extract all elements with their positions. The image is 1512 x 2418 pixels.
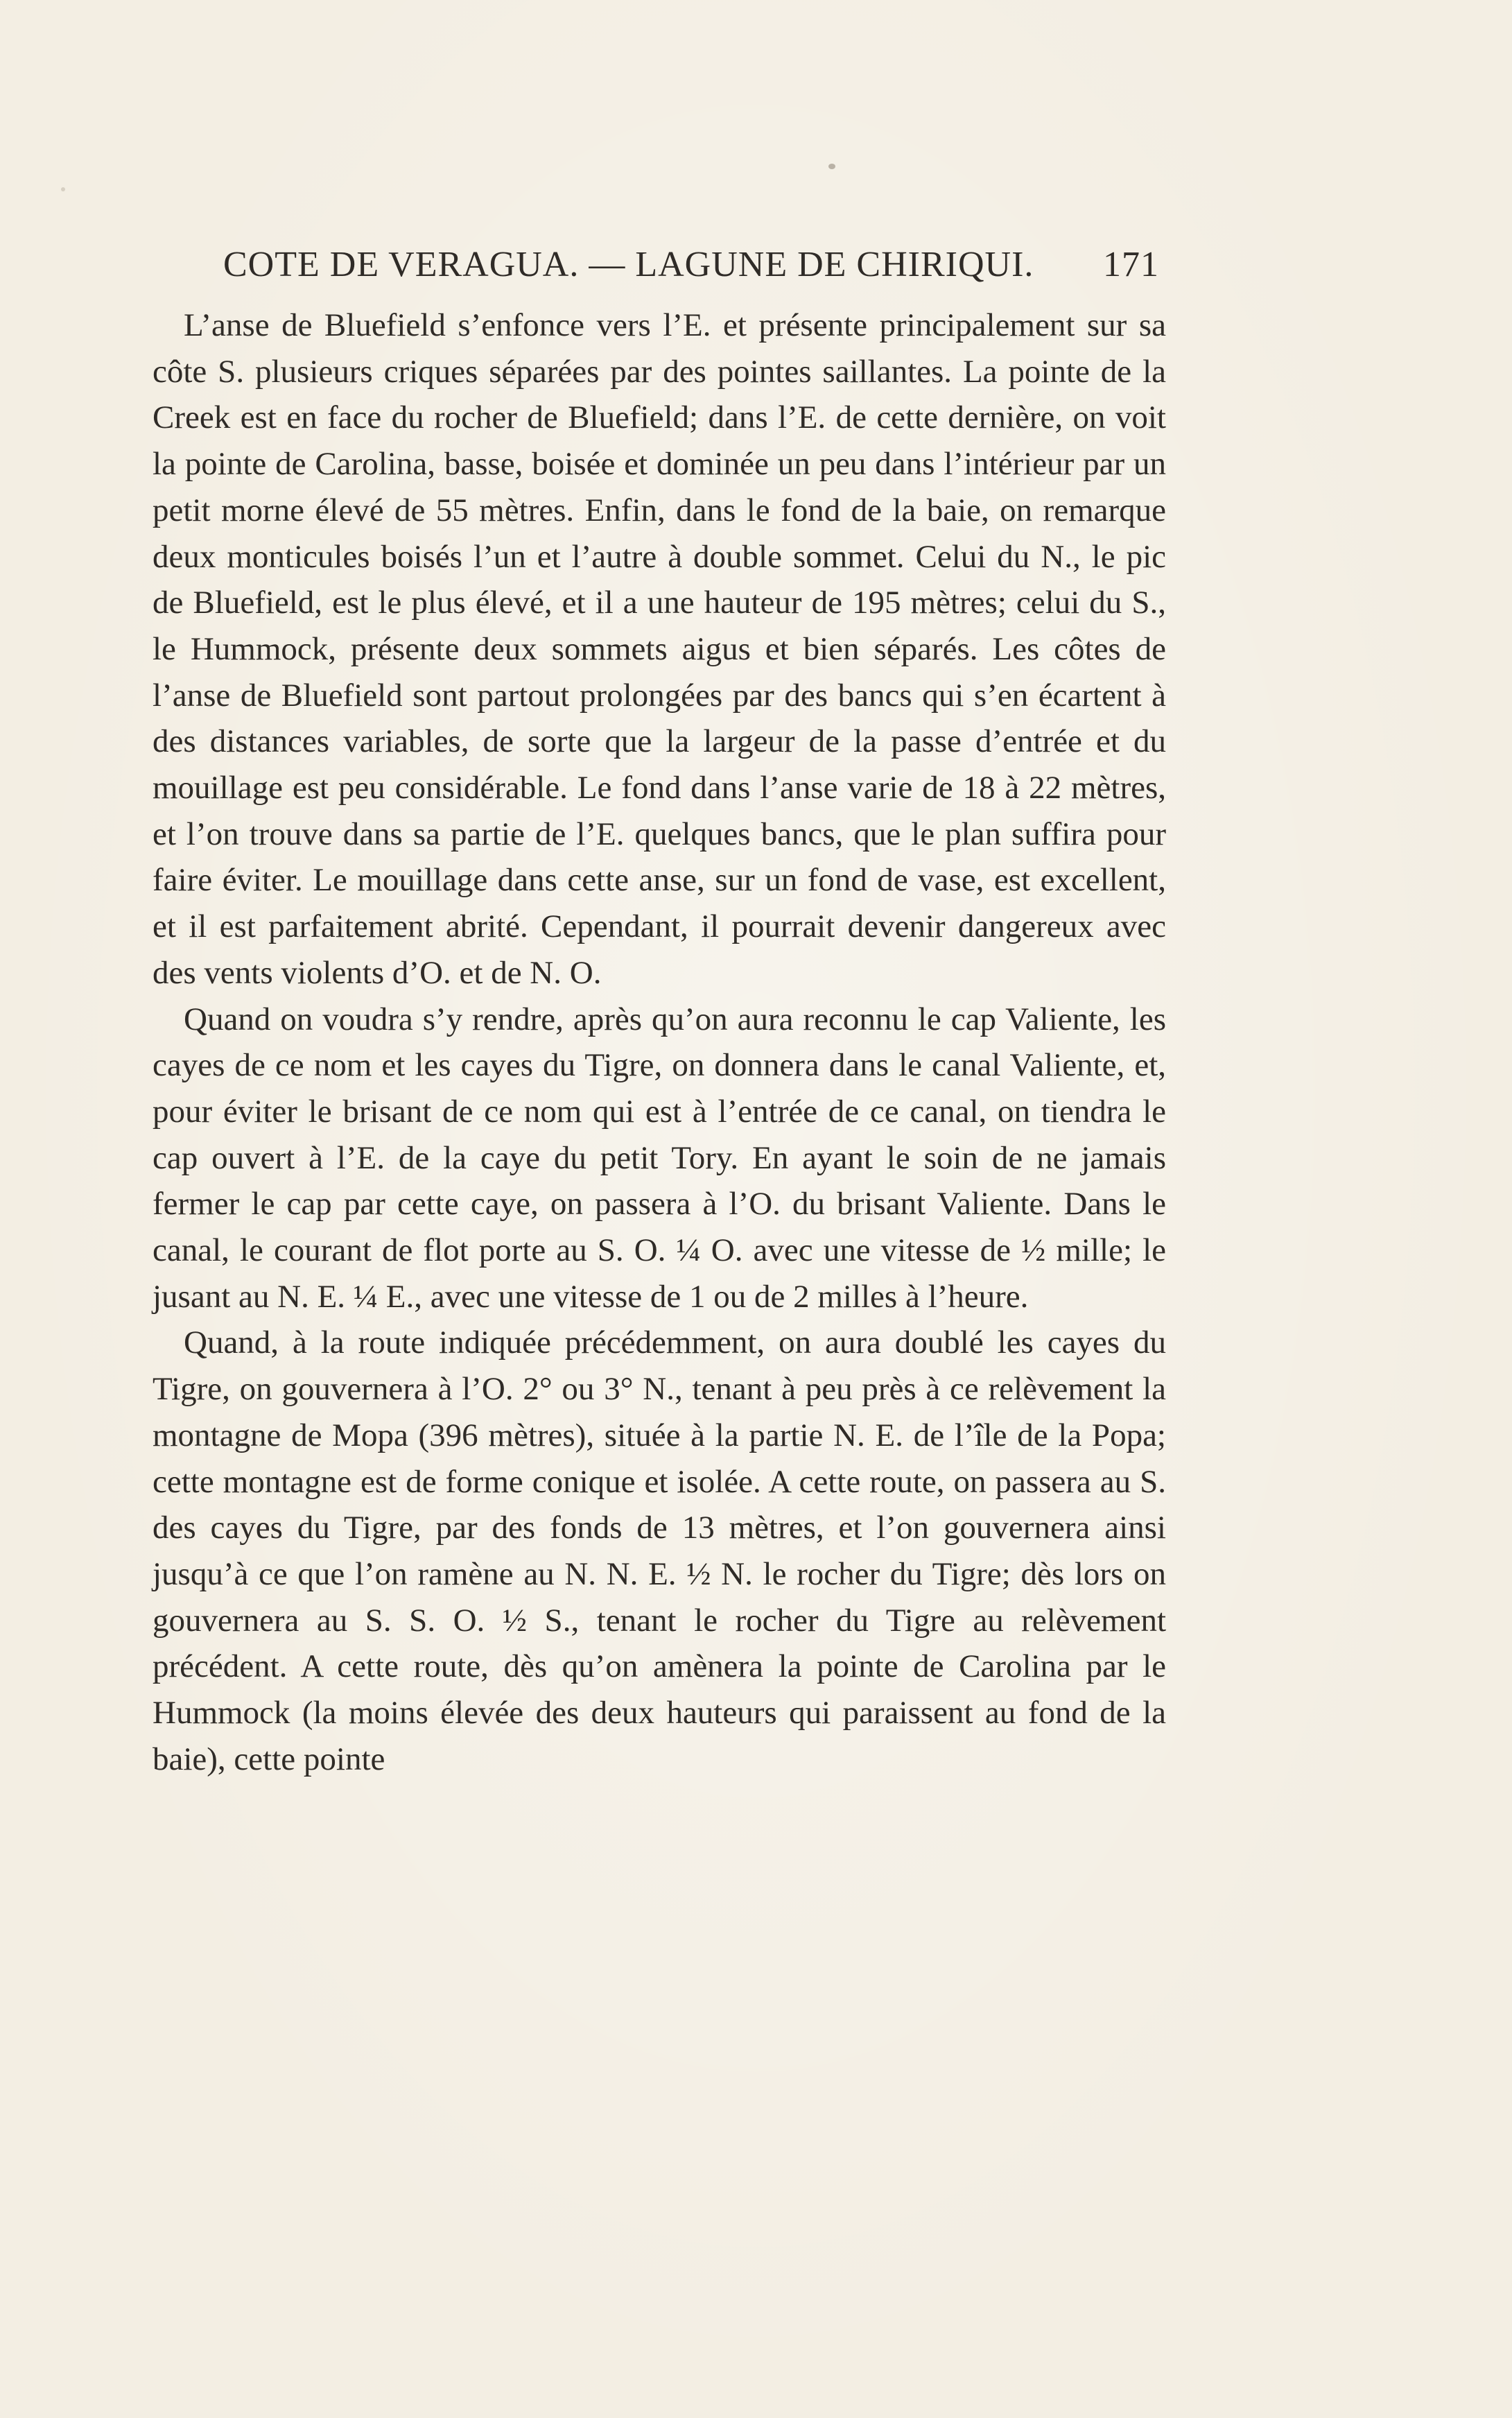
paragraph-valiente-channel: Quand on voudra s’y rendre, après qu’on aura reconnu le cap Valiente, les cayes de ce nom et les cayes du Tigre, on donnera dans le canal Valiente, et, pour éviter le brisant de ce nom qui est à l’entrée de ce canal, on tiendra le cap ouvert à l’E. de la caye du petit Tory. En ayant le soin de ne jamais fermer le cap par cette caye, on passera à l’O. du brisant Valiente. Dans le canal, le courant de flot porte au S. O. ¼ O. avec une vitesse de ½ mille; le jusant au N. E. ¼ E., avec une vitesse de 1 ou de 2 milles à l’heure. [153, 1001, 1166, 1315]
paragraph-bluefield-bay: L’anse de Bluefield s’enfonce vers l’E. et présente principalement sur sa côte S. plusieurs criques séparées par des pointes saillantes. La pointe de la Creek est en face du rocher de Bluefield; dans l’E. de cette dernière, on voit la pointe de Carolina, basse, boisée et dominée un peu dans l’intérieur par un petit morne élevé de 55 mètres. Enfin, dans le fond de la baie, on remarque deux monticules boisés l’un et l’autre à double sommet. Celui du N., le pic de Bluefield, est le plus élevé, et il a une hauteur de 195 mètres; celui du S., le Hummock, présente deux sommets aigus et bien séparés. Les côtes de l’anse de Bluefield sont partout prolongées par des bancs qui s’en écartent à des distances variables, de sorte que la largeur de la passe d’entrée et du mouillage est peu considérable. Le fond dans l’anse varie de 18 à 22 mètres, et l’on trouve dans sa partie de l’E. quelques bancs, que le plan suffira pour faire éviter. Le mouillage dans cette anse, sur un fond de vase, est excellent, et il est parfaitement abrité. Cependant, il pourrait devenir dangereux avec des vents violents d’O. et de N. O. [153, 307, 1166, 991]
running-title: COTE DE VERAGUA. — LAGUNE DE CHIRIQUI. [223, 245, 1034, 284]
body-text [153, 302, 1166, 1783]
page-header [223, 236, 1159, 298]
page-number: 171 [1103, 245, 1159, 284]
margin-dot [61, 187, 65, 191]
ink-speck [828, 164, 835, 169]
paragraph-tigre-route: Quand, à la route indiquée précédemment, on aura doublé les cayes du Tigre, on gouvernera à l’O. 2° ou 3° N., tenant à peu près à ce relèvement la montagne de Mopa (396 mètres), située à la partie N. E. de l’île de la Popa; cette montagne est de forme conique et isolée. A cette route, on passera au S. des cayes du Tigre, par des fonds de 13 mètres, et l’on gouvernera ainsi jusqu’à ce que l’on ramène au N. N. E. ½ N. le rocher du Tigre; dès lors on gouvernera au S. S. O. ½ S., tenant le rocher du Tigre au relèvement précédent. A cette route, dès qu’on amènera la pointe de Carolina par le Hummock (la moins élevée des deux hauteurs qui paraissent au fond de la baie), cette pointe [153, 1324, 1166, 1777]
